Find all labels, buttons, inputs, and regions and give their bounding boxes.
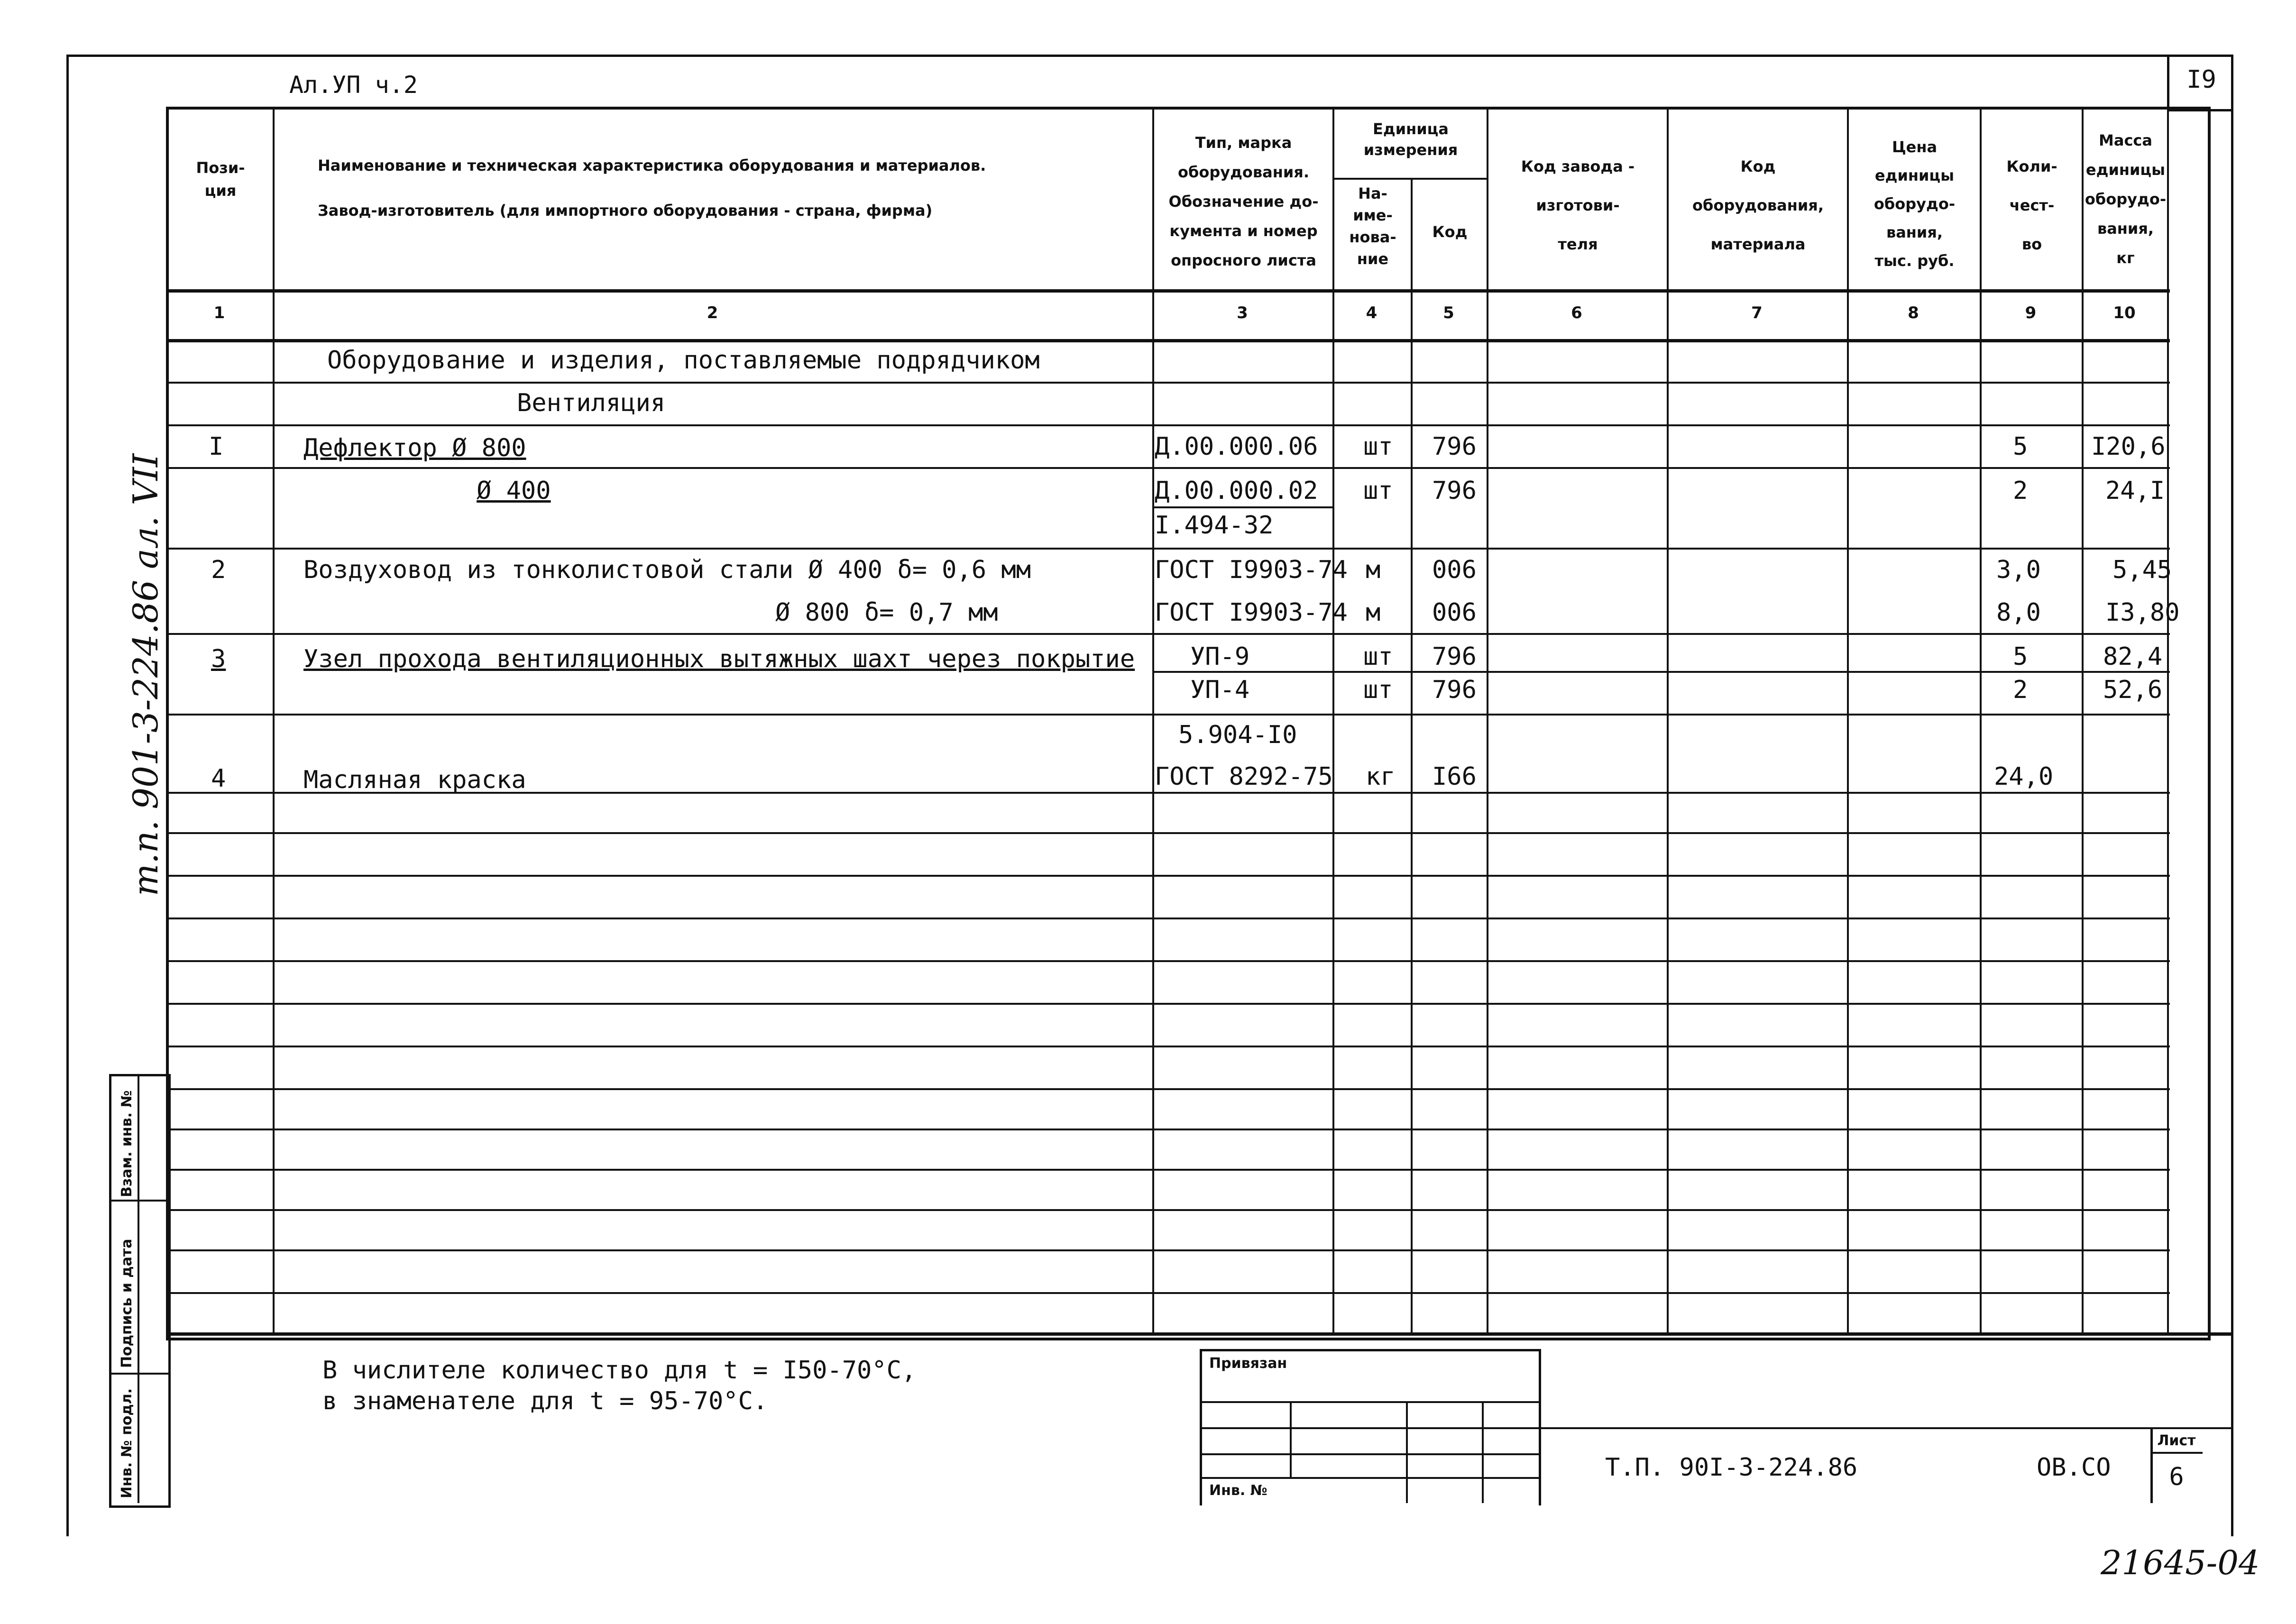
stamp-privyazan: Привязан — [1209, 1355, 1287, 1372]
row-unit-code: 796 — [1432, 432, 1477, 461]
row-line — [166, 1209, 2170, 1211]
stamp-line — [1290, 1401, 1292, 1477]
row-mass: I20,6 — [2091, 432, 2166, 461]
header-equipment-code: Код оборудования, материала — [1692, 157, 1824, 253]
side-stamp-vzam: Взам. инв. № — [119, 1090, 135, 1197]
row-type: ГОСТ 8292-75 — [1155, 762, 1333, 791]
side-stamp-inv-podl: Инв. № подл. — [119, 1388, 135, 1498]
row-line — [166, 1088, 2170, 1090]
row-line — [166, 918, 2170, 919]
row-unit: м — [1366, 598, 1381, 627]
row-line — [166, 382, 2170, 384]
archive-number: 21645-04 — [2101, 1543, 2260, 1582]
row-type: Д.00.000.06 — [1155, 432, 1318, 461]
row-unit-code: 006 — [1432, 598, 1477, 627]
row-position: I — [209, 432, 224, 461]
row-type: УП-4 — [1190, 676, 1250, 704]
col-number-2: 2 — [707, 303, 718, 322]
row-line — [1152, 506, 1332, 508]
row-line — [166, 875, 2170, 877]
stamp-list-label: Лист — [2157, 1432, 2196, 1449]
col-number-6: 6 — [1571, 303, 1582, 322]
row-position: 2 — [211, 556, 226, 584]
row-name: Дефлектор Ø 800 — [303, 434, 526, 462]
row-name: Воздуховод из тонколистовой стали Ø 400 δ= 0,6 мм — [303, 556, 1031, 584]
stamp-document-code: Т.П. 90I-3-224.86 — [1605, 1453, 1858, 1482]
row-line — [166, 633, 2170, 635]
row-type: 5.904-I0 — [1178, 721, 1297, 749]
row-mass: I3,80 — [2105, 598, 2180, 627]
row-qty: 5 — [2013, 432, 2028, 461]
row-unit: шт — [1363, 676, 1393, 704]
note-line-1: В числителе количество для t = I50-70°C, — [322, 1356, 917, 1385]
col-number-5: 5 — [1443, 303, 1454, 322]
row-position: 3 — [211, 645, 226, 673]
row-type: УП-9 — [1190, 642, 1250, 671]
row-type: Д.00.000.02 — [1155, 477, 1318, 505]
header-price: Цена единицы оборудо- вания, тыс. руб. — [1874, 138, 1956, 270]
header-unit-group: Единица измерения — [1363, 120, 1458, 159]
row-unit: кг — [1366, 762, 1396, 791]
row-line — [166, 714, 2170, 716]
row-qty: 2 — [2013, 477, 2028, 505]
row-line — [166, 1046, 2170, 1047]
stamp-list-number: 6 — [2169, 1463, 2184, 1491]
row-type: I.494-32 — [1155, 511, 1274, 540]
col-number-10: 10 — [2113, 303, 2136, 322]
side-stamp-line — [138, 1074, 139, 1503]
column-numbers-bottom-line — [166, 339, 2170, 342]
sheet-number-box — [2167, 57, 2233, 111]
row-name: Масляная краска — [303, 766, 526, 794]
stamp-line — [1200, 1453, 1539, 1455]
row-line — [1152, 671, 2170, 673]
row-qty: 5 — [2013, 642, 2028, 671]
row-line — [166, 548, 2170, 550]
row-line — [166, 1129, 2170, 1130]
row-type: ГОСТ I9903-74 — [1155, 556, 1348, 584]
row-mass: 24,I — [2105, 477, 2165, 505]
row-line — [166, 1249, 2170, 1251]
row-unit: шт — [1363, 642, 1393, 671]
header-maker-code: Код завода - изготови- теля — [1521, 157, 1635, 253]
row-position: 4 — [211, 764, 226, 793]
row-mass: 52,6 — [2103, 676, 2163, 704]
col-number-4: 4 — [1366, 303, 1378, 322]
header-bottom-line — [166, 289, 2170, 293]
col-number-3: 3 — [1237, 303, 1248, 322]
section-title: Оборудование и изделия, поставляемые подрядчиком — [327, 346, 1040, 375]
row-name: Ø 800 δ= 0,7 мм — [775, 598, 998, 627]
row-unit-code: 796 — [1432, 642, 1477, 671]
header-unit-code: Код — [1432, 223, 1468, 241]
row-unit: шт — [1363, 432, 1393, 461]
note-line-2: в знаменателе для t = 95-70°C. — [322, 1387, 768, 1415]
col-number-8: 8 — [1908, 303, 1919, 322]
row-qty: 8,0 — [1996, 598, 2041, 627]
row-type: ГОСТ I9903-74 — [1155, 598, 1348, 627]
row-unit-code: I66 — [1432, 762, 1477, 791]
header-unit-name: На- име- нова- ние — [1349, 184, 1396, 268]
row-line — [166, 424, 2170, 426]
stamp-line — [1200, 1477, 1539, 1479]
stamp-line — [1406, 1401, 1408, 1503]
header-name-line1: Наименование и техническая характеристика оборудования и материалов. — [318, 156, 986, 174]
row-unit-code: 006 — [1432, 556, 1477, 584]
row-line — [166, 467, 2170, 469]
stamp-line — [1200, 1427, 1539, 1429]
row-qty: 3,0 — [1996, 556, 2041, 584]
row-mass: 5,45 — [2112, 556, 2172, 584]
side-stamp-podpis: Подпись и дата — [119, 1239, 135, 1368]
row-unit-code: 796 — [1432, 477, 1477, 505]
row-qty: 24,0 — [1994, 762, 2054, 791]
stamp-inv-no: Инв. № — [1209, 1482, 1267, 1499]
table-bottom-line — [166, 1332, 2233, 1336]
sheet-number: I9 — [2186, 65, 2216, 94]
col-number-1: 1 — [213, 303, 225, 322]
row-line — [166, 1003, 2170, 1005]
stamp-line — [1200, 1401, 1539, 1403]
row-mass: 82,4 — [2103, 642, 2163, 671]
row-line — [166, 832, 2170, 834]
row-line — [166, 1292, 2170, 1294]
row-unit: м — [1366, 556, 1381, 584]
row-line — [166, 960, 2170, 962]
subsection-title: Вентиляция — [517, 389, 666, 417]
header-type: Тип, марка оборудования. Обозначение до- кумента и номер опросного листа — [1168, 134, 1319, 269]
side-document-code: т.п. 901-3-224.86 ал. VII — [126, 453, 165, 896]
row-unit-code: 796 — [1432, 676, 1477, 704]
header-position: Пози- ция — [196, 159, 245, 200]
col-line — [1411, 178, 1413, 1335]
col-number-9: 9 — [2025, 303, 2037, 322]
header-mass: Масса единицы оборудо- вания, кг — [2085, 131, 2167, 267]
row-name: Узел прохода вентиляционных вытяжных шахт через покрытие — [303, 645, 1135, 673]
row-qty: 2 — [2013, 676, 2028, 704]
header-quantity: Коли- чест- во — [2006, 157, 2057, 253]
stamp-line — [1536, 1427, 2233, 1429]
row-name: Ø 400 — [477, 477, 551, 505]
header-name-line2: Завод-изготовитель (для импортного оборудования - страна, фирма) — [318, 202, 933, 220]
stamp-line — [1482, 1401, 1484, 1503]
top-label: Ал.УП ч.2 — [289, 71, 418, 99]
stamp-document-section: ОВ.СО — [2037, 1453, 2111, 1482]
row-unit: шт — [1363, 477, 1393, 505]
col-number-7: 7 — [1751, 303, 1763, 322]
unit-group-divider — [1332, 178, 1487, 180]
row-line — [166, 1169, 2170, 1171]
